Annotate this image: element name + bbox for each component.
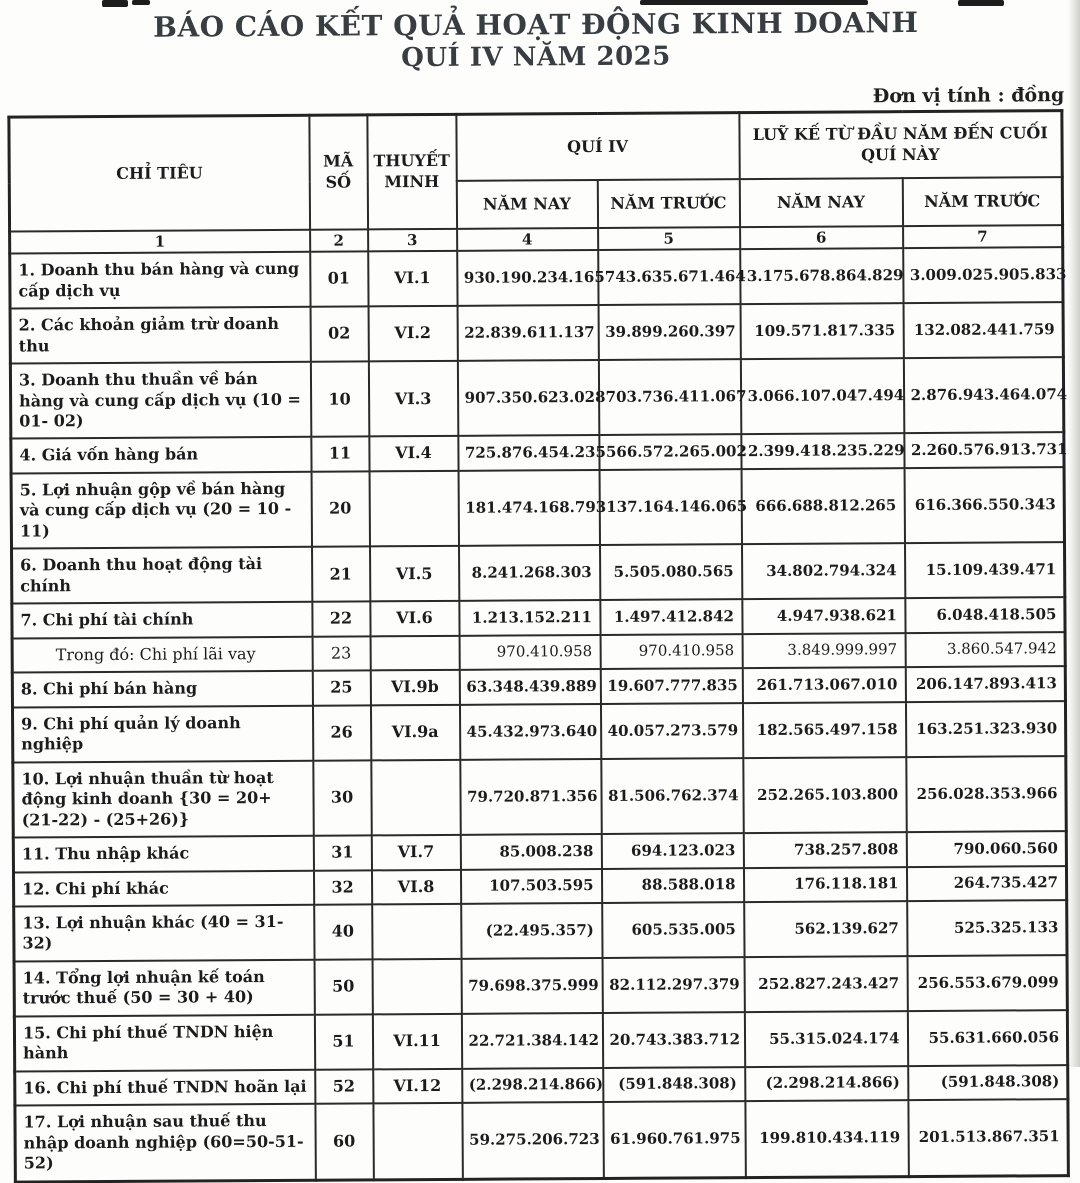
- row-ma-so: 22: [312, 602, 370, 637]
- cell-lk-nam-nay: 252.827.243.427: [744, 956, 907, 1012]
- row-thuyet-minh: VI.3: [368, 361, 457, 437]
- row-thuyet-minh: VI.11: [372, 1014, 461, 1069]
- cell-q4-nam-truoc: 694.123.023: [601, 833, 743, 868]
- cell-q4-nam-nay: 970.410.958: [459, 635, 600, 670]
- cell-lk-nam-truoc: 256.028.353.966: [906, 756, 1066, 832]
- cell-q4-nam-nay: 59.275.206.723: [462, 1102, 603, 1179]
- cell-q4-nam-truoc: 703.736.411.067: [598, 359, 740, 435]
- table-row: [14, 900, 1067, 961]
- row-label: 5. Lợi nhuận gộp về bán hàng và cung cấp dịch vụ (20 = 10 - 11): [11, 472, 311, 549]
- cell-lk-nam-nay: 2.399.418.235.229: [741, 434, 904, 469]
- table-row: [10, 302, 1063, 363]
- row-label: 11. Thu nhập khác: [13, 836, 313, 872]
- cell-lk-nam-nay: 562.139.627: [744, 901, 907, 957]
- cell-lk-nam-truoc: 55.631.660.056: [907, 1010, 1067, 1066]
- cell-lk-nam-nay: 252.265.103.800: [743, 757, 906, 833]
- cell-q4-nam-nay: (22.495.357): [461, 903, 602, 959]
- row-label: 14. Tổng lợi nhuận kế toán trước thuế (50 = 30 + 40): [14, 960, 314, 1017]
- cell-lk-nam-nay: 3.175.678.864.829: [740, 248, 903, 304]
- table-header: [9, 111, 1063, 254]
- cell-q4-nam-nay: 107.503.595: [460, 868, 601, 903]
- row-label: 2. Các khoản giảm trừ doanh thu: [10, 307, 310, 364]
- cell-lk-nam-nay: 182.565.497.158: [742, 702, 905, 758]
- header-ma-so: MÃ SỐ: [309, 115, 368, 230]
- cell-q4-nam-truoc: 40.057.273.579: [600, 703, 742, 759]
- row-ma-so: 30: [313, 760, 371, 836]
- row-thuyet-minh: VI.9a: [370, 705, 459, 760]
- cell-q4-nam-nay: 8.241.268.303: [459, 545, 600, 601]
- row-ma-so: 31: [313, 835, 371, 870]
- row-label: 7. Chi phí tài chính: [12, 602, 312, 638]
- col-number-5: 5: [598, 227, 740, 250]
- row-thuyet-minh: VI.12: [373, 1069, 462, 1104]
- row-label: 15. Chi phí thuế TNDN hiện hành: [14, 1015, 314, 1072]
- cell-q4-nam-truoc: 566.572.265.002: [599, 435, 741, 470]
- header-q4-nam-nay: NĂM NAY: [456, 180, 597, 229]
- row-thuyet-minh: [371, 759, 460, 835]
- header-quy-iv: QUÍ IV: [456, 113, 739, 181]
- row-ma-so: 32: [313, 870, 371, 905]
- table-row: [12, 542, 1065, 603]
- cell-lk-nam-nay: (2.298.214.866): [745, 1066, 908, 1101]
- cell-lk-nam-truoc: 616.366.550.343: [904, 467, 1064, 543]
- cell-q4-nam-truoc: 82.112.297.379: [602, 957, 744, 1013]
- row-thuyet-minh: VI.2: [368, 306, 457, 361]
- row-label: 16. Chi phí thuế TNDN hoãn lại: [15, 1070, 315, 1106]
- cell-q4-nam-nay: 22.839.611.137: [457, 305, 598, 361]
- cell-lk-nam-truoc: 256.553.679.099: [907, 955, 1067, 1011]
- cell-lk-nam-truoc: 3.860.547.942: [905, 632, 1065, 667]
- cell-lk-nam-truoc: 2.260.576.913.731: [904, 433, 1064, 468]
- col-number-1: 1: [10, 230, 310, 254]
- income-statement-table: [7, 109, 1070, 1183]
- cell-lk-nam-truoc: 206.147.893.413: [905, 666, 1065, 701]
- cell-q4-nam-truoc: 605.535.005: [602, 902, 744, 958]
- row-label: 3. Doanh thu thuần về bán hàng và cung cấp dịch vụ (10 = 01- 02): [10, 362, 310, 439]
- table-row: [11, 467, 1064, 549]
- table-row: [14, 1010, 1067, 1071]
- row-ma-so: 52: [315, 1069, 373, 1104]
- cell-lk-nam-nay: 666.688.812.265: [741, 468, 904, 544]
- cell-lk-nam-nay: 55.315.024.174: [744, 1011, 907, 1067]
- row-ma-so: 50: [314, 959, 372, 1014]
- row-ma-so: 51: [314, 1014, 372, 1069]
- cell-lk-nam-nay: 261.713.067.010: [742, 667, 905, 702]
- row-ma-so: 10: [310, 361, 368, 437]
- cell-lk-nam-truoc: 201.513.867.351: [908, 1099, 1068, 1176]
- cell-q4-nam-nay: (2.298.214.866): [462, 1068, 603, 1103]
- row-ma-so: 11: [311, 437, 369, 472]
- cell-q4-nam-truoc: 39.899.260.397: [598, 304, 740, 360]
- col-number-6: 6: [740, 226, 903, 249]
- row-label: Trong đó: Chi phí lãi vay: [12, 636, 312, 672]
- cell-lk-nam-truoc: 132.082.441.759: [903, 302, 1063, 358]
- row-ma-so: 25: [312, 671, 370, 706]
- row-label: 4. Giá vốn hàng bán: [11, 437, 311, 473]
- cell-q4-nam-nay: 85.008.238: [460, 834, 601, 869]
- row-label: 17. Lợi nhuận sau thuế thu nhập doanh nghiệp (60=50-51-52): [15, 1104, 315, 1182]
- row-thuyet-minh: VI.9b: [370, 670, 459, 705]
- cell-lk-nam-truoc: 264.735.427: [906, 866, 1066, 901]
- header-lk-nam-truoc: NĂM TRƯỚC: [902, 177, 1062, 226]
- row-thuyet-minh: [369, 471, 458, 547]
- row-thuyet-minh: VI.7: [371, 835, 460, 870]
- row-thuyet-minh: [370, 636, 459, 671]
- cell-q4-nam-truoc: 137.164.146.065: [599, 469, 741, 545]
- row-label: 10. Lợi nhuận thuần từ hoạt động kinh doanh {30 = 20+(21-22) - (25+26)}: [13, 760, 313, 837]
- table-row: [12, 701, 1065, 762]
- cell-q4-nam-truoc: 88.588.018: [601, 868, 743, 903]
- row-ma-so: 02: [310, 307, 368, 362]
- cell-q4-nam-truoc: 5.505.080.565: [600, 544, 742, 600]
- header-chi-tieu: CHỈ TIÊU: [9, 115, 310, 231]
- row-ma-so: 40: [314, 904, 372, 959]
- cell-lk-nam-nay: 3.066.107.047.494: [740, 358, 903, 434]
- cell-lk-nam-nay: 109.571.817.335: [740, 303, 903, 359]
- cell-lk-nam-truoc: 6.048.418.505: [905, 597, 1065, 632]
- row-thuyet-minh: VI.4: [369, 436, 458, 471]
- row-label: 6. Doanh thu hoạt động tài chính: [12, 547, 312, 604]
- cell-lk-nam-nay: 34.802.794.324: [742, 543, 905, 599]
- cell-lk-nam-truoc: 3.009.025.905.833: [903, 247, 1063, 303]
- cell-q4-nam-nay: 725.876.454.235: [458, 435, 599, 470]
- cell-q4-nam-nay: 63.348.439.889: [459, 669, 600, 704]
- row-ma-so: 60: [315, 1104, 373, 1180]
- report-title-line2: QUÍ IV NĂM 2025: [401, 41, 671, 74]
- header-q4-nam-truoc: NĂM TRƯỚC: [597, 179, 739, 228]
- row-thuyet-minh: [372, 959, 461, 1014]
- unit-note: Đơn vị tính : đồng: [872, 84, 1065, 108]
- col-number-2: 2: [310, 230, 368, 252]
- cell-lk-nam-nay: 176.118.181: [743, 867, 906, 902]
- row-ma-so: 21: [312, 547, 370, 602]
- table-row: [10, 247, 1063, 308]
- row-ma-so: 20: [311, 471, 369, 547]
- table-row: [15, 1099, 1068, 1181]
- report-title-line1: BÁO CÁO KẾT QUẢ HOẠT ĐỘNG KINH DOANH: [153, 6, 919, 44]
- cell-lk-nam-truoc: 2.876.943.464.074: [903, 357, 1063, 433]
- cell-q4-nam-truoc: 20.743.383.712: [602, 1012, 744, 1068]
- row-label: 13. Lợi nhuận khác (40 = 31-32): [14, 905, 314, 962]
- row-thuyet-minh: VI.6: [370, 601, 459, 636]
- cell-q4-nam-truoc: 81.506.762.374: [601, 758, 743, 834]
- table-row: [10, 357, 1063, 439]
- cell-lk-nam-truoc: (591.848.308): [908, 1065, 1068, 1100]
- cell-lk-nam-truoc: 790.060.560: [906, 831, 1066, 866]
- row-thuyet-minh: [373, 1103, 462, 1179]
- cell-q4-nam-nay: 181.474.168.793: [458, 470, 599, 546]
- cell-lk-nam-truoc: 15.109.439.471: [905, 542, 1065, 598]
- cell-lk-nam-nay: 3.849.999.997: [742, 633, 905, 668]
- cell-lk-nam-truoc: 163.251.323.930: [905, 701, 1065, 757]
- header-thuyet-minh: THUYẾT MINH: [367, 115, 457, 230]
- cell-q4-nam-nay: 45.432.973.640: [459, 704, 600, 760]
- table-row: [14, 955, 1067, 1016]
- report-title: [0, 4, 1076, 77]
- cell-q4-nam-truoc: 1.497.412.842: [600, 599, 742, 634]
- row-thuyet-minh: VI.8: [371, 869, 460, 904]
- row-ma-so: 26: [312, 705, 370, 760]
- table-row: [13, 756, 1066, 838]
- row-label: 12. Chi phí khác: [13, 870, 313, 906]
- cell-q4-nam-truoc: 19.607.777.835: [600, 668, 742, 703]
- cell-q4-nam-truoc: (591.848.308): [603, 1067, 745, 1102]
- scan-artifact: [102, 0, 128, 7]
- row-label: 8. Chi phí bán hàng: [12, 671, 312, 707]
- row-thuyet-minh: VI.1: [368, 251, 457, 306]
- col-number-4: 4: [457, 228, 598, 251]
- row-label: 9. Chi phí quản lý doanh nghiệp: [12, 705, 312, 762]
- table-body: [10, 247, 1069, 1181]
- cell-q4-nam-truoc: 970.410.958: [600, 634, 742, 669]
- cell-q4-nam-truoc: 61.960.761.975: [603, 1101, 745, 1178]
- col-number-3: 3: [368, 229, 457, 252]
- cell-lk-nam-nay: 738.257.808: [743, 832, 906, 867]
- header-luy-ke: LUỸ KẾ TỪ ĐẦU NĂM ĐẾN CUỐI QUÍ NÀY: [739, 111, 1062, 179]
- cell-lk-nam-nay: 199.810.434.119: [745, 1100, 908, 1177]
- cell-q4-nam-nay: 79.720.871.356: [460, 759, 601, 835]
- row-label: 1. Doanh thu bán hàng và cung cấp dịch vụ: [10, 252, 310, 309]
- cell-q4-nam-nay: 22.721.384.142: [461, 1013, 602, 1069]
- cell-q4-nam-nay: 79.698.375.999: [461, 958, 602, 1014]
- scan-artifact: [958, 0, 1004, 6]
- row-ma-so: 01: [310, 252, 368, 307]
- row-thuyet-minh: VI.5: [370, 546, 459, 601]
- col-number-7: 7: [903, 225, 1063, 248]
- cell-q4-nam-truoc: 743.635.671.464: [598, 249, 740, 305]
- cell-lk-nam-truoc: 525.325.133: [907, 900, 1067, 956]
- cell-q4-nam-nay: 930.190.234.165: [457, 250, 598, 306]
- header-lk-nam-nay: NĂM NAY: [739, 178, 902, 227]
- row-thuyet-minh: [372, 904, 461, 959]
- scan-artifact: [640, 0, 868, 5]
- cell-q4-nam-nay: 1.213.152.211: [459, 600, 600, 635]
- scan-artifact: [132, 0, 150, 5]
- cell-lk-nam-nay: 4.947.938.621: [742, 598, 905, 633]
- row-ma-so: 23: [312, 636, 370, 671]
- cell-q4-nam-nay: 907.350.623.028: [457, 360, 598, 436]
